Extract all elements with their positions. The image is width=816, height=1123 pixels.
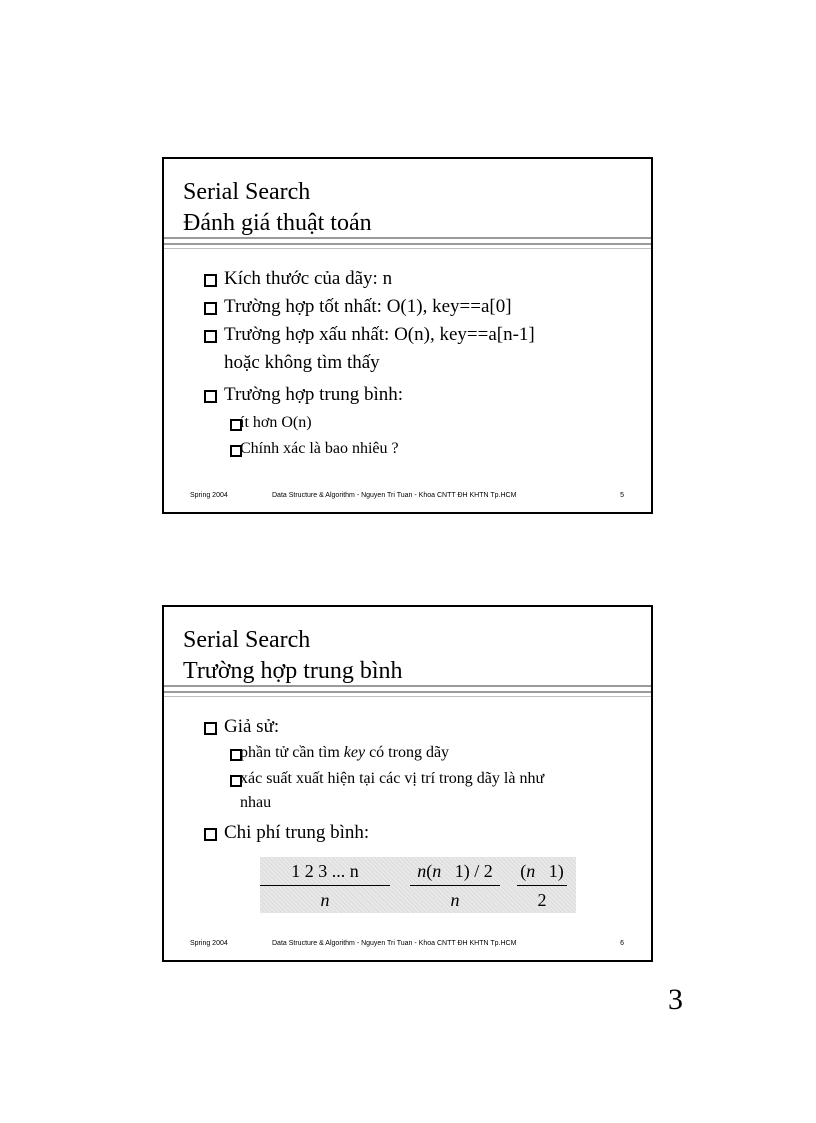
square-bullet-icon [230,775,242,787]
square-bullet-icon [204,302,217,315]
slide-title [183,177,372,239]
bullet-item: Trường hợp xấu nhất: O(n), key==a[n-1] [204,321,641,349]
bullet-item: Chi phí trung bình: [204,819,641,847]
square-bullet-icon [230,749,242,761]
title-line-2: Đánh giá thuật toán [183,210,372,236]
footer-course: Data Structure & Algorithm - Nguyen Tri Tuan - Khoa CNTT ĐH KHTN Tp.HCM [272,940,517,947]
sub-bullet-item: ít hơn O(n) [204,411,641,435]
title-divider [164,237,651,239]
sub-bullet-continuation: nhau [240,794,272,811]
square-bullet-icon [204,390,217,403]
fraction-1 [260,859,390,912]
average-cost-formula [260,857,576,913]
slide-footer [164,492,651,504]
square-bullet-icon [230,445,242,457]
title-divider [164,685,651,687]
slide-footer [164,940,651,952]
bullet-list [204,713,641,847]
page-number: 3 [668,983,683,1016]
fraction-denominator: n [320,890,330,910]
square-bullet-icon [204,330,217,343]
fraction-bar [517,885,567,886]
sub-bullet-item: phần tử cần tìm key có trong dãy [204,741,641,765]
fraction-3 [517,859,567,912]
square-bullet-icon [204,828,217,841]
fraction-bar [410,885,500,886]
footer-date: Spring 2004 [190,940,228,947]
title-divider [164,248,651,249]
slide-title [183,625,403,687]
title-divider [164,243,651,245]
title-divider [164,691,651,693]
bullet-item: Trường hợp trung bình: [204,381,641,409]
fraction-numerator: 1 2 3 ... n [291,861,359,881]
slide-5 [162,157,653,514]
slide-number: 6 [620,940,624,947]
bullet-item: Giả sử: [204,713,641,741]
title-line-2: Trường hợp trung bình [183,658,403,684]
bullet-item: Kích thước của dãy: n [204,265,641,293]
sub-bullet-item: xác suất xuất hiện tại các vị trí trong dãy là như [204,767,641,791]
square-bullet-icon [230,419,242,431]
slide-number: 5 [620,492,624,499]
footer-date: Spring 2004 [190,492,228,499]
title-line-1: Serial Search [183,179,311,205]
title-line-1: Serial Search [183,627,311,653]
title-divider [164,696,651,697]
fraction-numerator: (n 1) [520,861,564,881]
fraction-denominator: 2 [537,890,547,910]
fraction-numerator: n(n 1) / 2 [417,861,493,881]
fraction-2 [410,859,500,912]
footer-course: Data Structure & Algorithm - Nguyen Tri Tuan - Khoa CNTT ĐH KHTN Tp.HCM [272,492,517,499]
bullet-list [204,265,641,461]
fraction-bar [260,885,390,886]
square-bullet-icon [204,722,217,735]
sub-bullet-item: Chính xác là bao nhiêu ? [204,437,641,461]
fraction-denominator: n [450,890,460,910]
bullet-item: Trường hợp tốt nhất: O(1), key==a[0] [204,293,641,321]
slide-6 [162,605,653,962]
square-bullet-icon [204,274,217,287]
bullet-continuation: hoặc không tìm thấy [224,352,380,373]
